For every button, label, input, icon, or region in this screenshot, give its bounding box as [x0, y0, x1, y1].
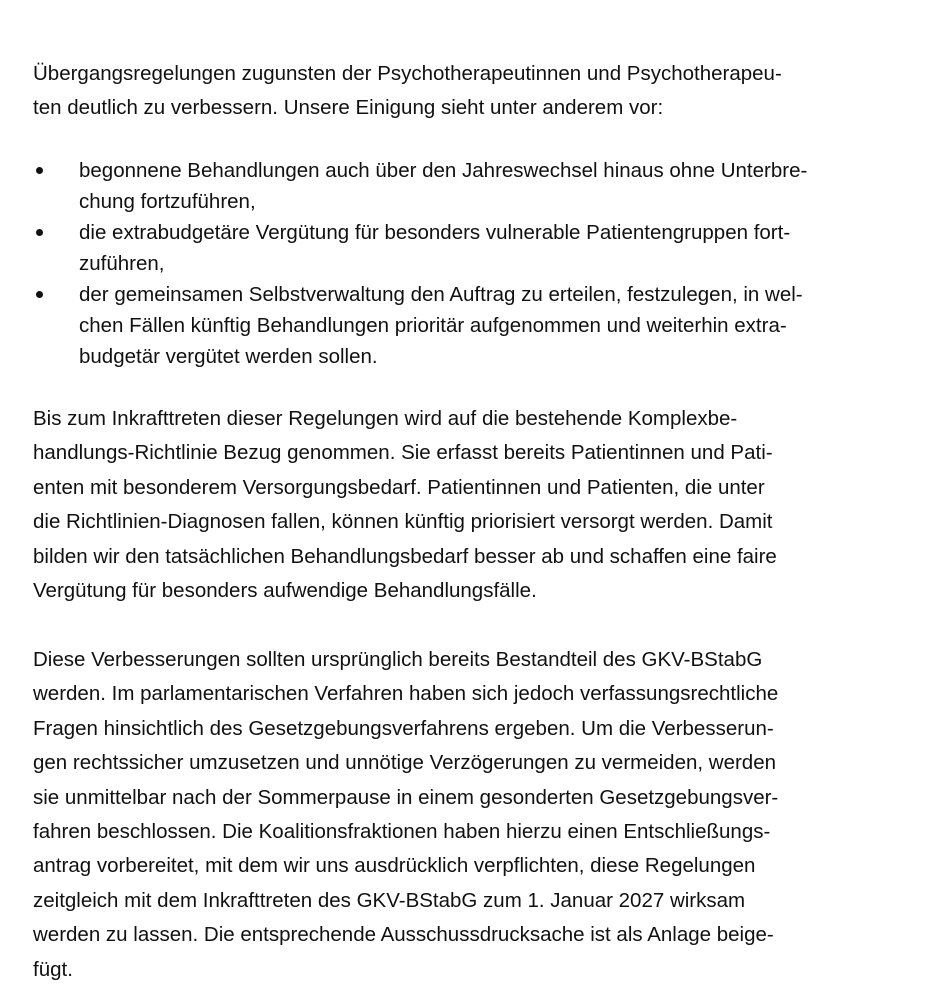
text-line: Diese Verbesserungen sollten ursprünglich bereits Bestandteil des GKV-BStabG [33, 648, 763, 671]
text-line: begonnene Behandlungen auch über den Jahreswechsel hinaus ohne Unterbre- [79, 159, 808, 182]
text-line: gen rechtssicher umzusetzen und unnötige Verzögerungen zu vermeiden, werden [33, 751, 777, 775]
text-line: sie unmittelbar nach der Sommerpause in einem gesonderten Gesetzgebungsver- [33, 785, 779, 809]
text-line: zuführen, [79, 252, 165, 275]
text-line: enten mit besonderem Versorgungsbedarf. Patientinnen und Patienten, die unter [33, 475, 765, 499]
text-line: bilden wir den tatsächlichen Behandlungsbedarf besser ab und schaffen eine faire [33, 544, 777, 568]
bullet-item [33, 279, 913, 372]
text-line: der gemeinsamen Selbstverwaltung den Auftrag zu erteilen, festzulegen, in wel- [79, 283, 803, 306]
text-line: antrag vorbereitet, mit dem wir uns ausdrücklich verpflichten, diese Regelungen [33, 854, 756, 878]
text-line: die extrabudgetäre Vergütung für besonders vulnerable Patientengruppen fort- [79, 221, 791, 244]
text-line: budgetär vergütet werden sollen. [79, 345, 378, 368]
bullet-list [33, 155, 913, 372]
text-line: Fragen hinsichtlich des Gesetzgebungsverfahrens ergeben. Um die Verbesserun- [33, 716, 774, 740]
text-line: Bis zum Inkrafttreten dieser Regelungen wird auf die bestehende Komplexbe- [33, 407, 738, 430]
text-line: Übergangsregelungen zugunsten der Psychotherapeutinnen und Psychotherapeu- [33, 62, 782, 85]
text-line: zeitgleich mit dem Inkrafttreten des GKV-BStabG zum 1. Januar 2027 wirksam [33, 888, 746, 912]
text-line: werden zu lassen. Die entsprechende Ausschussdrucksache ist als Anlage beige- [33, 923, 774, 947]
bullet-item [33, 217, 913, 279]
text-line: werden. Im parlamentarischen Verfahren haben sich jedoch verfassungsrechtliche [33, 682, 779, 706]
text-line: fügt. [33, 957, 73, 981]
text-line: die Richtlinien-Diagnosen fallen, können künftig priorisiert versorgt werden. Damit [33, 510, 773, 534]
paragraph [33, 402, 777, 608]
paragraph [33, 643, 778, 987]
bullet-icon [36, 167, 43, 174]
bullet-icon [36, 229, 43, 236]
text-line: chung fortzuführen, [79, 190, 256, 213]
bullet-icon [36, 291, 43, 298]
text-line: ten deutlich zu verbessern. Unsere Einigung sieht unter anderem vor: [33, 96, 664, 120]
intro-paragraph [33, 57, 782, 126]
bullet-item [33, 155, 913, 217]
text-line: Vergütung für besonders aufwendige Behandlungsfälle. [33, 578, 537, 602]
text-line: chen Fällen künftig Behandlungen prioritär aufgenommen und weiterhin extra- [79, 314, 787, 337]
text-line: fahren beschlossen. Die Koalitionsfraktionen haben hierzu einen Entschließungs- [33, 819, 771, 843]
text-line: handlungs-Richtlinie Bezug genommen. Sie erfasst bereits Patientinnen und Pati- [33, 441, 773, 465]
